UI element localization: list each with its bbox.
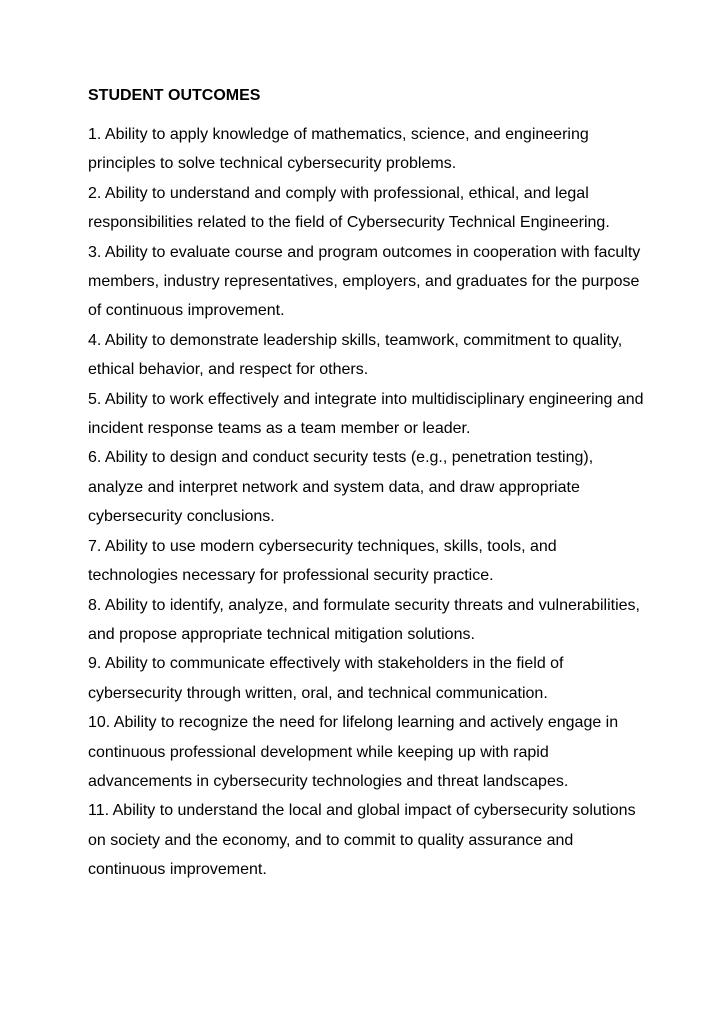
outcome-item: 3. Ability to evaluate course and program outcomes in cooperation with faculty members, industry representatives, employers, and graduates for the purpose of continuous improvement. [88,243,641,320]
outcome-item: 7. Ability to use modern cybersecurity techniques, skills, tools, and technologies necessary for professional security practice. [88,537,557,585]
outcome-item: 8. Ability to identify, analyze, and formulate security threats and vulnerabilities, and propose appropriate technical mitigation solutions. [88,596,640,643]
document-page [88,86,648,885]
outcome-item: 2. Ability to understand and comply with professional, ethical, and legal responsibilities related to the field of Cybersecurity Technical Engineering. [88,184,610,232]
outcome-item: 1. Ability to apply knowledge of mathematics, science, and engineering principles to solve technical cybersecurity problems. [88,126,589,173]
outcome-item: 11. Ability to understand the local and global impact of cybersecurity solutions on society and the economy, and to commit to quality assurance and continuous improvement. [88,802,636,879]
outcome-item: 10. Ability to recognize the need for lifelong learning and actively engage in continuous professional development while keeping up with rapid advancements in cybersecurity technologies and threat landscapes. [88,714,619,790]
outcome-item: 4. Ability to demonstrate leadership skills, teamwork, commitment to quality, ethical behavior, and respect for others. [88,331,623,379]
outcomes-list [88,120,648,885]
outcome-item: 6. Ability to design and conduct security tests (e.g., penetration testing), analyze and interpret network and system data, and draw appropriate cybersecurity conclusions. [88,449,594,526]
outcome-item: 9. Ability to communicate effectively with stakeholders in the field of cybersecurity through written, oral, and technical communication. [88,655,564,702]
document-heading: STUDENT OUTCOMES [88,87,261,104]
outcome-item: 5. Ability to work effectively and integrate into multidisciplinary engineering and incident response teams as a team member or leader. [88,390,644,438]
